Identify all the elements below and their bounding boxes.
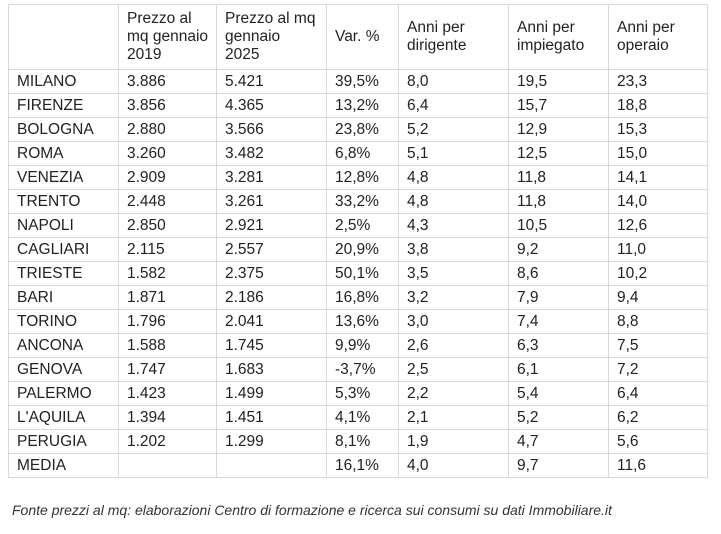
cell-price-2019: 1.394 [119,406,217,430]
cell-city: L'AQUILA [9,406,119,430]
cell-price-2019: 2.909 [119,166,217,190]
table-row [9,70,708,94]
cell-variation: 23,8% [327,118,399,142]
cell-years-employee: 9,2 [509,238,609,262]
table-row [9,334,708,358]
cell-years-employee: 15,7 [509,94,609,118]
cell-city: MEDIA [9,454,119,478]
cell-years-manager: 2,5 [399,358,509,382]
price-table [8,4,708,478]
table-row [9,238,708,262]
header-price-2019: Prezzo al mq gennaio 2019 [119,5,217,70]
cell-city: TRIESTE [9,262,119,286]
cell-variation: 16,1% [327,454,399,478]
cell-price-2025: 2.041 [217,310,327,334]
table-row [9,430,708,454]
cell-city: PALERMO [9,382,119,406]
cell-years-employee: 12,5 [509,142,609,166]
cell-price-2019: 1.871 [119,286,217,310]
cell-years-manager: 3,8 [399,238,509,262]
cell-price-2019: 3.260 [119,142,217,166]
cell-years-worker: 9,4 [609,286,708,310]
cell-years-employee: 9,7 [509,454,609,478]
cell-city: BARI [9,286,119,310]
cell-variation: -3,7% [327,358,399,382]
cell-price-2025: 5.421 [217,70,327,94]
table-row [9,406,708,430]
cell-city: GENOVA [9,358,119,382]
cell-city: PERUGIA [9,430,119,454]
cell-price-2019: 2.880 [119,118,217,142]
cell-price-2025: 1.451 [217,406,327,430]
cell-city: TORINO [9,310,119,334]
header-price-2025: Prezzo al mq gennaio 2025 [217,5,327,70]
cell-years-employee: 7,9 [509,286,609,310]
cell-years-manager: 4,3 [399,214,509,238]
cell-city: FIRENZE [9,94,119,118]
cell-variation: 4,1% [327,406,399,430]
cell-price-2025: 4.365 [217,94,327,118]
table-row [9,118,708,142]
cell-price-2025: 1.745 [217,334,327,358]
cell-price-2025: 3.281 [217,166,327,190]
cell-price-2025: 3.482 [217,142,327,166]
cell-price-2019: 2.448 [119,190,217,214]
cell-variation: 8,1% [327,430,399,454]
cell-years-manager: 1,9 [399,430,509,454]
cell-variation: 20,9% [327,238,399,262]
cell-years-manager: 5,2 [399,118,509,142]
cell-city: MILANO [9,70,119,94]
cell-years-manager: 4,8 [399,166,509,190]
table-header-row [9,5,708,70]
table-row [9,190,708,214]
cell-city: VENEZIA [9,166,119,190]
cell-price-2019: 3.856 [119,94,217,118]
cell-price-2019: 2.850 [119,214,217,238]
cell-price-2025: 2.557 [217,238,327,262]
cell-years-employee: 6,3 [509,334,609,358]
cell-years-worker: 10,2 [609,262,708,286]
cell-price-2019: 1.796 [119,310,217,334]
cell-years-worker: 18,8 [609,94,708,118]
table-row [9,358,708,382]
cell-price-2025: 2.375 [217,262,327,286]
header-city [9,5,119,70]
cell-years-worker: 11,6 [609,454,708,478]
cell-variation: 39,5% [327,70,399,94]
cell-years-worker: 5,6 [609,430,708,454]
cell-variation: 12,8% [327,166,399,190]
cell-years-manager: 3,5 [399,262,509,286]
cell-price-2025: 2.186 [217,286,327,310]
cell-city: ANCONA [9,334,119,358]
cell-price-2025: 3.261 [217,190,327,214]
cell-years-manager: 2,1 [399,406,509,430]
cell-years-employee: 4,7 [509,430,609,454]
cell-years-worker: 6,2 [609,406,708,430]
cell-city: ROMA [9,142,119,166]
cell-years-worker: 8,8 [609,310,708,334]
header-years-worker: Anni per operaio [609,5,708,70]
cell-price-2019: 1.582 [119,262,217,286]
cell-variation: 16,8% [327,286,399,310]
cell-years-worker: 7,5 [609,334,708,358]
cell-price-2025: 3.566 [217,118,327,142]
header-variation: Var. % [327,5,399,70]
table-row [9,286,708,310]
price-table-container [8,4,708,478]
cell-years-worker: 15,3 [609,118,708,142]
cell-variation: 13,2% [327,94,399,118]
cell-years-employee: 11,8 [509,166,609,190]
cell-years-employee: 6,1 [509,358,609,382]
table-row [9,142,708,166]
cell-years-worker: 6,4 [609,382,708,406]
cell-variation: 50,1% [327,262,399,286]
cell-variation: 5,3% [327,382,399,406]
source-note: Fonte prezzi al mq: elaborazioni Centro di formazione e ricerca sui consumi su dati Immobiliare.it [12,502,612,518]
cell-city: CAGLIARI [9,238,119,262]
cell-years-worker: 23,3 [609,70,708,94]
cell-years-manager: 6,4 [399,94,509,118]
cell-years-worker: 12,6 [609,214,708,238]
cell-years-manager: 3,2 [399,286,509,310]
cell-years-manager: 4,8 [399,190,509,214]
cell-price-2025 [217,454,327,478]
cell-years-employee: 7,4 [509,310,609,334]
cell-years-worker: 7,2 [609,358,708,382]
cell-years-manager: 5,1 [399,142,509,166]
cell-years-manager: 2,6 [399,334,509,358]
cell-years-employee: 8,6 [509,262,609,286]
cell-price-2019: 3.886 [119,70,217,94]
cell-years-worker: 15,0 [609,142,708,166]
cell-variation: 2,5% [327,214,399,238]
cell-price-2025: 1.299 [217,430,327,454]
cell-years-employee: 12,9 [509,118,609,142]
cell-variation: 13,6% [327,310,399,334]
cell-price-2019: 1.202 [119,430,217,454]
table-row [9,214,708,238]
cell-years-manager: 3,0 [399,310,509,334]
cell-years-worker: 14,1 [609,166,708,190]
cell-price-2019 [119,454,217,478]
header-years-employee: Anni per impiegato [509,5,609,70]
table-row [9,166,708,190]
table-row [9,310,708,334]
cell-years-worker: 14,0 [609,190,708,214]
cell-years-employee: 5,2 [509,406,609,430]
cell-price-2025: 2.921 [217,214,327,238]
cell-years-employee: 5,4 [509,382,609,406]
cell-city: NAPOLI [9,214,119,238]
cell-price-2019: 1.588 [119,334,217,358]
cell-years-worker: 11,0 [609,238,708,262]
cell-price-2025: 1.499 [217,382,327,406]
cell-city: TRENTO [9,190,119,214]
table-row-average [9,454,708,478]
cell-years-employee: 10,5 [509,214,609,238]
cell-price-2019: 2.115 [119,238,217,262]
header-years-manager: Anni per dirigente [399,5,509,70]
cell-price-2019: 1.747 [119,358,217,382]
cell-variation: 33,2% [327,190,399,214]
table-row [9,94,708,118]
cell-price-2019: 1.423 [119,382,217,406]
table-row [9,382,708,406]
cell-city: BOLOGNA [9,118,119,142]
cell-years-manager: 8,0 [399,70,509,94]
cell-variation: 9,9% [327,334,399,358]
cell-variation: 6,8% [327,142,399,166]
cell-years-employee: 11,8 [509,190,609,214]
cell-price-2025: 1.683 [217,358,327,382]
cell-years-manager: 2,2 [399,382,509,406]
cell-years-manager: 4,0 [399,454,509,478]
table-row [9,262,708,286]
cell-years-employee: 19,5 [509,70,609,94]
